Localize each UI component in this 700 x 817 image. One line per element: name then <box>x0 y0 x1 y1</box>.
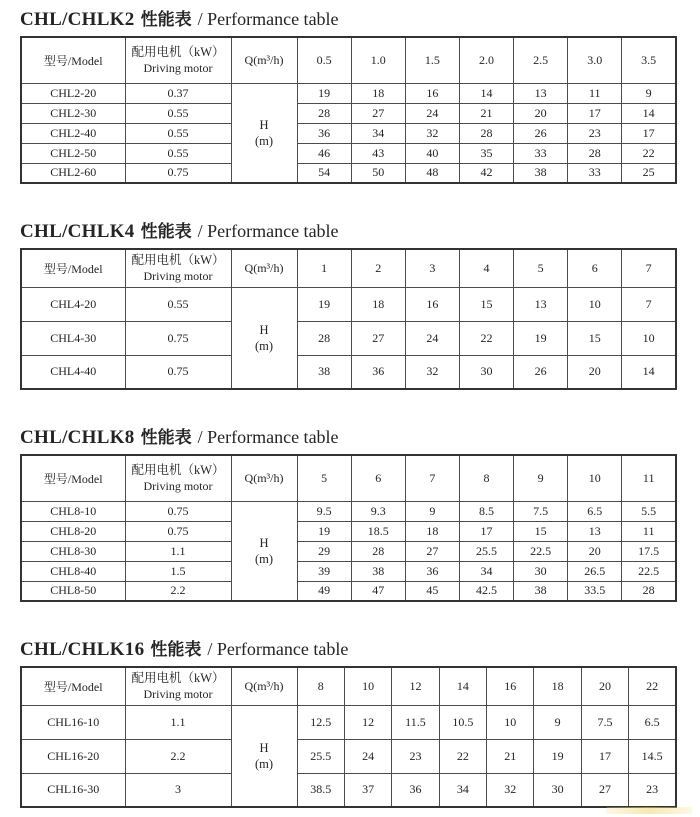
col-header-flow-value: 9 <box>514 455 568 501</box>
cell-motor-kw: 0.75 <box>125 321 231 355</box>
cell-head-value: 19 <box>297 521 351 541</box>
cell-head-value: 17.5 <box>622 541 676 561</box>
cell-head-value: 11 <box>622 521 676 541</box>
cell-head-value: 28 <box>297 321 351 355</box>
cell-head-value: 5.5 <box>622 501 676 521</box>
cell-head-value: 7 <box>622 287 676 321</box>
data-row <box>21 739 676 773</box>
cell-head-value: 21 <box>487 739 534 773</box>
performance-table <box>20 666 677 808</box>
cell-head-value: 27 <box>581 773 628 807</box>
cell-head-value: 10 <box>487 705 534 739</box>
col-header-flow-value: 6 <box>351 455 405 501</box>
cell-head-value: 9 <box>534 705 581 739</box>
cell-head-value: 42.5 <box>459 581 513 601</box>
title-cn: 性能表 <box>140 222 192 241</box>
cell-head-value: 10 <box>568 287 622 321</box>
cell-head-value: 30 <box>514 561 568 581</box>
col-header-flow-value: 18 <box>534 667 581 705</box>
cell-head-value: 23 <box>629 773 676 807</box>
cell-model: CHL4-20 <box>21 287 125 321</box>
col-header-flow-value: 8 <box>459 455 513 501</box>
cell-head-value: 19 <box>514 321 568 355</box>
col-header-flow-value: 6 <box>568 249 622 287</box>
head-unit-label: (m) <box>254 133 274 148</box>
col-header-flow-value: 20 <box>581 667 628 705</box>
data-row <box>21 143 676 163</box>
cell-head-value: 18 <box>351 83 405 103</box>
cell-head-value: 21 <box>459 103 513 123</box>
table-section-chlk4 <box>20 217 682 390</box>
cell-head-value: 28 <box>351 541 405 561</box>
table-title <box>20 5 682 33</box>
cell-head-value: 36 <box>405 561 459 581</box>
col-header-model: 型号/Model <box>21 667 125 705</box>
head-symbol: H <box>259 740 269 755</box>
cell-model: CHL16-10 <box>21 705 125 739</box>
head-symbol: H <box>259 117 269 132</box>
col-header-flow-value: 12 <box>392 667 439 705</box>
cell-head-value: 19 <box>534 739 581 773</box>
motor-label-cn: 配用电机（kW） <box>131 671 225 686</box>
title-model-code: CHL/CHLK4 <box>20 221 135 242</box>
col-header-flow-value: 8 <box>297 667 344 705</box>
cell-head-unit <box>231 501 297 601</box>
col-header-driving-motor <box>125 667 231 705</box>
cell-head-value: 38.5 <box>297 773 344 807</box>
cell-head-value: 23 <box>392 739 439 773</box>
head-unit-label: (m) <box>254 756 274 771</box>
cell-head-value: 35 <box>459 143 513 163</box>
title-cn: 性能表 <box>140 428 192 447</box>
cell-head-value: 24 <box>405 103 459 123</box>
cell-head-value: 22.5 <box>622 561 676 581</box>
col-header-flow-value: 5 <box>514 249 568 287</box>
cell-head-value: 9 <box>405 501 459 521</box>
cell-model: CHL16-30 <box>21 773 125 807</box>
head-symbol: H <box>259 535 269 550</box>
cell-head-value: 48 <box>405 163 459 183</box>
cell-head-value: 22.5 <box>514 541 568 561</box>
cell-head-value: 26 <box>514 355 568 389</box>
col-header-flow-q: Q(m³/h) <box>231 37 297 83</box>
cell-head-value: 38 <box>514 581 568 601</box>
cell-head-value: 14 <box>622 103 676 123</box>
col-header-model: 型号/Model <box>21 249 125 287</box>
cell-head-value: 46 <box>297 143 351 163</box>
table-title <box>20 423 682 451</box>
col-header-driving-motor <box>125 455 231 501</box>
cell-head-value: 18 <box>405 521 459 541</box>
cell-head-value: 27 <box>351 321 405 355</box>
cell-head-value: 13 <box>514 287 568 321</box>
col-header-flow-value: 7 <box>622 249 676 287</box>
cell-head-value: 19 <box>297 287 351 321</box>
col-header-flow-value: 2.5 <box>514 37 568 83</box>
cell-head-value: 36 <box>392 773 439 807</box>
data-row <box>21 83 676 103</box>
cell-model: CHL2-20 <box>21 83 125 103</box>
col-header-flow-value: 1.5 <box>405 37 459 83</box>
performance-table <box>20 36 677 184</box>
cell-head-value: 36 <box>297 123 351 143</box>
col-header-flow-q: Q(m³/h) <box>231 455 297 501</box>
cell-head-value: 38 <box>297 355 351 389</box>
data-row <box>21 103 676 123</box>
motor-label-en: Driving motor <box>143 268 213 283</box>
cell-head-value: 24 <box>344 739 391 773</box>
cell-head-value: 30 <box>534 773 581 807</box>
cell-head-value: 54 <box>297 163 351 183</box>
cell-motor-kw: 0.75 <box>125 355 231 389</box>
col-header-flow-value: 3 <box>405 249 459 287</box>
cell-motor-kw: 1.1 <box>125 705 231 739</box>
col-header-flow-value: 7 <box>405 455 459 501</box>
col-header-flow-value: 16 <box>487 667 534 705</box>
cell-head-value: 39 <box>297 561 351 581</box>
cell-head-value: 30 <box>459 355 513 389</box>
cell-head-value: 17 <box>622 123 676 143</box>
cell-head-value: 28 <box>297 103 351 123</box>
cell-motor-kw: 0.75 <box>125 501 231 521</box>
cell-head-value: 20 <box>568 541 622 561</box>
cell-head-value: 28 <box>568 143 622 163</box>
cell-head-unit <box>231 287 297 389</box>
motor-label-en: Driving motor <box>143 478 213 493</box>
table-section-chlk16 <box>20 635 682 808</box>
cell-head-value: 43 <box>351 143 405 163</box>
cell-head-value: 25 <box>622 163 676 183</box>
data-row <box>21 123 676 143</box>
header-row <box>21 249 676 287</box>
data-row <box>21 163 676 183</box>
cell-head-value: 40 <box>405 143 459 163</box>
col-header-flow-value: 1 <box>297 249 351 287</box>
cell-head-value: 15 <box>459 287 513 321</box>
header-row <box>21 37 676 83</box>
cell-head-value: 27 <box>405 541 459 561</box>
cell-motor-kw: 0.55 <box>125 287 231 321</box>
motor-label-cn: 配用电机（kW） <box>131 463 225 478</box>
cell-head-value: 9.5 <box>297 501 351 521</box>
cell-head-value: 11 <box>568 83 622 103</box>
header-row <box>21 455 676 501</box>
cell-head-value: 17 <box>568 103 622 123</box>
cell-head-value: 7.5 <box>581 705 628 739</box>
cell-head-value: 50 <box>351 163 405 183</box>
cell-head-value: 19 <box>297 83 351 103</box>
title-cn: 性能表 <box>140 10 192 29</box>
cell-model: CHL8-40 <box>21 561 125 581</box>
title-en: / Performance table <box>197 221 339 241</box>
col-header-flow-value: 4 <box>459 249 513 287</box>
header-row <box>21 667 676 705</box>
title-model-code: CHL/CHLK16 <box>20 639 145 660</box>
col-header-flow-q: Q(m³/h) <box>231 667 297 705</box>
title-en: / Performance table <box>207 639 349 659</box>
col-header-model: 型号/Model <box>21 37 125 83</box>
cell-motor-kw: 1.5 <box>125 561 231 581</box>
cell-head-value: 22 <box>439 739 486 773</box>
cell-head-value: 7.5 <box>514 501 568 521</box>
col-header-flow-value: 11 <box>622 455 676 501</box>
data-row <box>21 705 676 739</box>
col-header-model: 型号/Model <box>21 455 125 501</box>
title-en: / Performance table <box>197 427 339 447</box>
cell-head-value: 18.5 <box>351 521 405 541</box>
cell-head-value: 22 <box>622 143 676 163</box>
cell-model: CHL2-60 <box>21 163 125 183</box>
cell-head-value: 32 <box>487 773 534 807</box>
cell-head-value: 10 <box>622 321 676 355</box>
cell-head-unit <box>231 83 297 183</box>
cell-head-value: 12 <box>344 705 391 739</box>
cell-head-value: 8.5 <box>459 501 513 521</box>
col-header-flow-value: 1.0 <box>351 37 405 83</box>
col-header-driving-motor <box>125 249 231 287</box>
col-header-flow-value: 2.0 <box>459 37 513 83</box>
cell-head-value: 16 <box>405 287 459 321</box>
cell-head-value: 49 <box>297 581 351 601</box>
cell-head-value: 22 <box>459 321 513 355</box>
cell-head-value: 45 <box>405 581 459 601</box>
table-title <box>20 217 682 245</box>
head-unit-label: (m) <box>254 338 274 353</box>
cell-motor-kw: 0.37 <box>125 83 231 103</box>
cell-head-value: 16 <box>405 83 459 103</box>
cell-head-value: 6.5 <box>568 501 622 521</box>
cell-head-value: 18 <box>351 287 405 321</box>
data-row <box>21 541 676 561</box>
data-row <box>21 521 676 541</box>
cell-head-unit <box>231 705 297 807</box>
cell-head-value: 34 <box>351 123 405 143</box>
table-section-chlk8 <box>20 423 682 602</box>
cell-head-value: 33 <box>568 163 622 183</box>
cell-head-value: 34 <box>439 773 486 807</box>
data-row <box>21 501 676 521</box>
title-model-code: CHL/CHLK8 <box>20 427 135 448</box>
cell-head-value: 24 <box>405 321 459 355</box>
performance-table <box>20 454 677 602</box>
cell-head-value: 25.5 <box>459 541 513 561</box>
cell-head-value: 11.5 <box>392 705 439 739</box>
cell-head-value: 33.5 <box>568 581 622 601</box>
cell-head-value: 37 <box>344 773 391 807</box>
cell-head-value: 28 <box>459 123 513 143</box>
data-row <box>21 561 676 581</box>
cell-head-value: 23 <box>568 123 622 143</box>
cell-head-value: 47 <box>351 581 405 601</box>
col-header-flow-value: 3.0 <box>568 37 622 83</box>
cell-motor-kw: 0.75 <box>125 163 231 183</box>
cell-model: CHL4-40 <box>21 355 125 389</box>
head-unit-label: (m) <box>254 551 274 566</box>
cell-model: CHL8-20 <box>21 521 125 541</box>
cell-motor-kw: 1.1 <box>125 541 231 561</box>
cell-motor-kw: 2.2 <box>125 739 231 773</box>
cell-head-value: 9 <box>622 83 676 103</box>
cell-model: CHL4-30 <box>21 321 125 355</box>
data-row <box>21 773 676 807</box>
title-cn: 性能表 <box>150 640 202 659</box>
col-header-flow-q: Q(m³/h) <box>231 249 297 287</box>
cell-head-value: 27 <box>351 103 405 123</box>
cell-head-value: 32 <box>405 355 459 389</box>
cell-head-value: 38 <box>514 163 568 183</box>
data-row <box>21 581 676 601</box>
cell-head-value: 17 <box>459 521 513 541</box>
col-header-driving-motor <box>125 37 231 83</box>
cell-head-value: 38 <box>351 561 405 581</box>
cell-head-value: 25.5 <box>297 739 344 773</box>
cell-head-value: 36 <box>351 355 405 389</box>
watermark-remnant <box>606 807 692 814</box>
cell-model: CHL8-30 <box>21 541 125 561</box>
performance-table <box>20 248 677 390</box>
cell-head-value: 20 <box>568 355 622 389</box>
cell-head-value: 9.3 <box>351 501 405 521</box>
cell-head-value: 13 <box>568 521 622 541</box>
cell-motor-kw: 0.55 <box>125 123 231 143</box>
cell-head-value: 14.5 <box>629 739 676 773</box>
col-header-flow-value: 0.5 <box>297 37 351 83</box>
cell-head-value: 26.5 <box>568 561 622 581</box>
cell-motor-kw: 0.55 <box>125 103 231 123</box>
cell-head-value: 17 <box>581 739 628 773</box>
motor-label-en: Driving motor <box>143 60 213 75</box>
cell-model: CHL2-30 <box>21 103 125 123</box>
cell-model: CHL2-50 <box>21 143 125 163</box>
cell-motor-kw: 2.2 <box>125 581 231 601</box>
cell-head-value: 15 <box>568 321 622 355</box>
cell-head-value: 14 <box>459 83 513 103</box>
col-header-flow-value: 10 <box>568 455 622 501</box>
cell-head-value: 28 <box>622 581 676 601</box>
cell-head-value: 20 <box>514 103 568 123</box>
col-header-flow-value: 2 <box>351 249 405 287</box>
cell-model: CHL8-50 <box>21 581 125 601</box>
cell-motor-kw: 0.75 <box>125 521 231 541</box>
cell-head-value: 14 <box>622 355 676 389</box>
cell-head-value: 6.5 <box>629 705 676 739</box>
col-header-flow-value: 3.5 <box>622 37 676 83</box>
motor-label-cn: 配用电机（kW） <box>131 253 225 268</box>
title-en: / Performance table <box>197 9 339 29</box>
cell-head-value: 33 <box>514 143 568 163</box>
col-header-flow-value: 14 <box>439 667 486 705</box>
cell-motor-kw: 0.55 <box>125 143 231 163</box>
col-header-flow-value: 5 <box>297 455 351 501</box>
cell-head-value: 34 <box>459 561 513 581</box>
cell-model: CHL2-40 <box>21 123 125 143</box>
col-header-flow-value: 10 <box>344 667 391 705</box>
cell-model: CHL16-20 <box>21 739 125 773</box>
cell-model: CHL8-10 <box>21 501 125 521</box>
title-model-code: CHL/CHLK2 <box>20 9 135 30</box>
motor-label-en: Driving motor <box>143 686 213 701</box>
head-symbol: H <box>259 322 269 337</box>
cell-head-value: 12.5 <box>297 705 344 739</box>
motor-label-cn: 配用电机（kW） <box>131 45 225 60</box>
col-header-flow-value: 22 <box>629 667 676 705</box>
data-row <box>21 287 676 321</box>
cell-head-value: 10.5 <box>439 705 486 739</box>
data-row <box>21 355 676 389</box>
cell-head-value: 13 <box>514 83 568 103</box>
table-title <box>20 635 682 663</box>
cell-head-value: 15 <box>514 521 568 541</box>
cell-head-value: 26 <box>514 123 568 143</box>
table-section-chlk2 <box>20 5 682 184</box>
cell-motor-kw: 3 <box>125 773 231 807</box>
cell-head-value: 42 <box>459 163 513 183</box>
data-row <box>21 321 676 355</box>
cell-head-value: 32 <box>405 123 459 143</box>
cell-head-value: 29 <box>297 541 351 561</box>
